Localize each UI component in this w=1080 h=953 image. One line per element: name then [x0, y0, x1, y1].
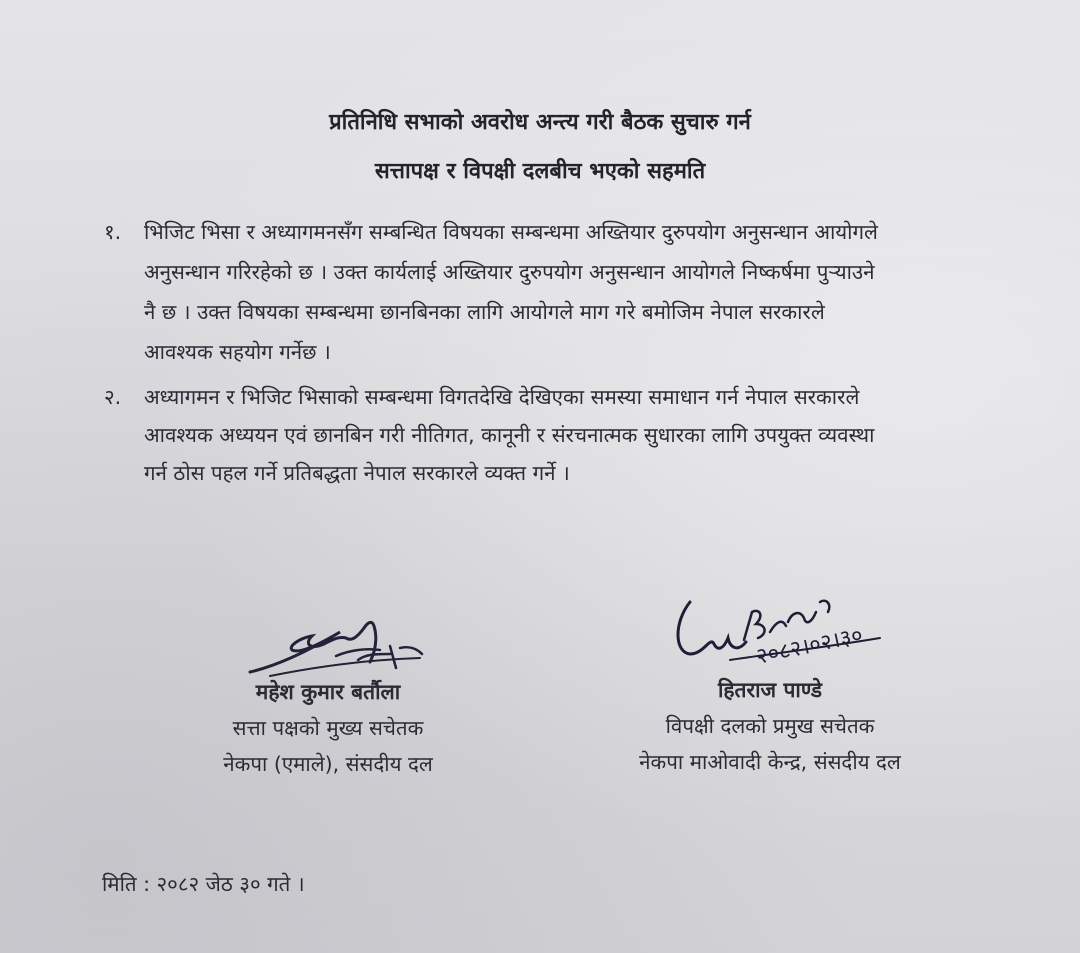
- point-text-line: आवश्यक अध्ययन एवं छानबिन गरी नीतिगत, कानूनी र संरचनात्मक सुधारका लागि उपयुक्त व्यवस्था: [144, 423, 875, 447]
- signatory-name: महेश कुमार बर्तौला: [255, 680, 401, 704]
- signatory-left: [178, 674, 478, 782]
- point-text-line: आवश्यक सहयोग गर्नेछ ।: [144, 340, 331, 364]
- point-number: २.: [104, 385, 122, 409]
- signatory-name: हितराज पाण्डे: [717, 678, 823, 702]
- document-title-line-2: सत्तापक्ष र विपक्षी दलबीच भएको सहमति: [374, 159, 706, 184]
- signatory-party: नेकपा (एमाले), संसदीय दल: [223, 752, 433, 776]
- point-text-line: भिजिट भिसा र अध्यागमनसँग सम्बन्धित विषयका सम्बन्धमा अख्तियार दुरुपयोग अनुसन्धान आयोगले: [144, 220, 878, 244]
- point-text-line: गर्न ठोस पहल गर्ने प्रतिबद्धता नेपाल सरकारले व्यक्त गर्ने ।: [144, 461, 570, 485]
- document-title-line-1: प्रतिनिधि सभाको अवरोध अन्त्य गरी बैठक सुचारु गर्न: [329, 110, 751, 135]
- signature-right-image: [660, 582, 900, 682]
- point-number: १.: [104, 220, 122, 244]
- document-date: मिति : २०८२ जेठ ३० गते ।: [102, 872, 305, 896]
- signatory-right: [600, 672, 940, 780]
- signatory-role: सत्ता पक्षको मुख्य सचेतक: [232, 716, 424, 740]
- handwritten-date: २०८२।०२।३०: [754, 622, 866, 670]
- point-text-line: अनुसन्धान गरिरहेको छ । उक्त कार्यलाई अख्तियार दुरुपयोग अनुसन्धान आयोगले निष्कर्षमा पुऱ्याउने: [144, 260, 875, 284]
- point-text-line: नै छ । उक्त विषयका सम्बन्धमा छानबिनका लागि आयोगले माग गरे बमोजिम नेपाल सरकारले: [144, 300, 825, 324]
- point-text-line: अध्यागमन र भिजिट भिसाको सम्बन्धमा विगतदेखि देखिएका समस्या समाधान गर्न नेपाल सरकारले: [144, 385, 860, 409]
- signatory-role: विपक्षी दलको प्रमुख सचेतक: [665, 714, 875, 738]
- signatory-party: नेकपा माओवादी केन्द्र, संसदीय दल: [639, 750, 901, 774]
